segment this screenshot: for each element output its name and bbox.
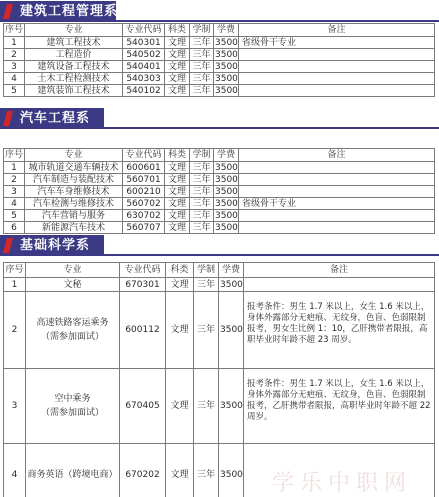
cell-note: 省级骨干专业	[239, 198, 435, 210]
table-row	[4, 85, 435, 97]
cell-note	[239, 162, 435, 174]
section-header	[0, 1, 439, 22]
section-automotive	[0, 108, 439, 233]
table-header-row	[4, 24, 435, 37]
cell-fee: 3500	[215, 49, 238, 60]
cell-major: 建筑装饰工程技术	[25, 85, 123, 97]
header-category: 科类	[166, 263, 194, 278]
section-marker-icon	[3, 238, 13, 253]
section-header-rule	[104, 127, 439, 129]
cell-category: 文理	[166, 444, 194, 497]
cell-seq: 4	[4, 73, 25, 85]
cell-fee: 3500	[215, 73, 238, 84]
cell-duration: 三年	[194, 278, 219, 292]
section-title: 汽车工程系	[20, 111, 91, 126]
cell-seq: 3	[4, 61, 25, 73]
cell-major: 建筑设备工程技术	[25, 61, 123, 73]
cell-category: 文理	[166, 369, 194, 444]
table-row	[4, 222, 435, 234]
cell-seq: 1	[4, 278, 26, 292]
cell-code: 560702	[123, 198, 165, 210]
cell-code: 540301	[123, 37, 165, 49]
cell-seq: 2	[4, 292, 26, 369]
cell-fee: 3500	[215, 61, 238, 72]
cell-note	[239, 61, 435, 73]
cell-code: 600601	[123, 162, 165, 174]
cell-major: 汽车制造与装配技术	[25, 174, 123, 186]
table-row	[4, 186, 435, 198]
cell-note	[239, 222, 435, 234]
cell-fee: 3500	[220, 279, 243, 290]
cell-duration: 三年	[190, 37, 214, 49]
header-fee: 学费	[214, 149, 239, 162]
cell-code: 560707	[123, 222, 165, 234]
cell-major: 土木工程检测技术	[25, 73, 123, 85]
header-code: 专业代码	[123, 24, 165, 37]
cell-code: 670301	[120, 278, 166, 292]
cell-duration: 三年	[190, 198, 214, 210]
cell-code: 600112	[120, 292, 166, 369]
cell-major: 商务英语（跨境电商）	[26, 444, 120, 497]
cell-category: 文理	[165, 73, 190, 85]
cell-category: 文理	[166, 278, 194, 292]
cell-seq: 1	[4, 162, 25, 174]
header-major: 专业	[25, 149, 123, 162]
cell-note: 省级骨干专业	[239, 37, 435, 49]
header-major: 专业	[25, 24, 123, 37]
cell-seq: 2	[4, 49, 25, 61]
cell-seq: 5	[4, 210, 25, 222]
cell-note: 报考条件：男生 1.7 米以上，女生 1.6 米以上，身体外露部分无疤痕、无纹身，色盲、色弱限制报考，男女生比例 1：10，乙肝携带者限报，高职毕业时年龄不超 23 周岁。	[244, 292, 435, 369]
cell-note	[239, 210, 435, 222]
cell-fee: 3500	[215, 222, 238, 233]
cell-code: 560701	[123, 174, 165, 186]
major-interview-note: （需参加面试）	[40, 408, 104, 418]
table-row	[4, 73, 435, 85]
cell-note	[239, 49, 435, 61]
header-seq: 序号	[5, 150, 24, 160]
section-marker-icon	[3, 4, 13, 19]
cell-seq: 2	[4, 174, 25, 186]
cell-major: 汽车车身维修技术	[25, 186, 123, 198]
cell-category: 文理	[165, 162, 190, 174]
cell-duration: 三年	[190, 186, 214, 198]
table-header-row	[4, 263, 435, 278]
cell-fee: 3500	[215, 37, 238, 48]
table-row	[4, 369, 435, 444]
header-fee: 学费	[214, 24, 239, 37]
header-code: 专业代码	[123, 149, 165, 162]
cell-duration: 三年	[190, 162, 214, 174]
cell-fee: 3500	[215, 162, 238, 173]
cell-code: 540102	[123, 85, 165, 97]
cell-seq: 5	[4, 85, 25, 97]
watermark: 学乐中职网	[272, 471, 413, 496]
table-row	[4, 198, 435, 210]
cell-seq: 1	[4, 37, 25, 49]
cell-fee: 3500	[215, 198, 238, 209]
cell-code: 630702	[123, 210, 165, 222]
cell-category: 文理	[165, 61, 190, 73]
majors-table	[3, 23, 435, 97]
cell-note	[239, 174, 435, 186]
cell-duration: 三年	[194, 369, 219, 444]
section-construction	[0, 1, 439, 96]
cell-major	[26, 292, 120, 369]
cell-major: 汽车营销与服务	[25, 210, 123, 222]
section-title: 基础科学系	[20, 238, 91, 253]
cell-category: 文理	[165, 210, 190, 222]
section-header-bar	[0, 108, 104, 129]
cell-major: 建筑工程技术	[25, 37, 123, 49]
cell-code: 540303	[123, 73, 165, 85]
major-name: 高速铁路客运乘务	[36, 318, 109, 328]
major-interview-note: （需参加面试）	[40, 332, 104, 342]
section-header-bar	[0, 1, 119, 22]
major-name: 空中乘务	[54, 394, 91, 404]
header-duration: 学制	[190, 149, 214, 162]
cell-fee: 3500	[219, 292, 244, 369]
cell-seq: 3	[4, 369, 26, 444]
cell-note	[239, 85, 435, 97]
cell-fee: 3500	[219, 444, 244, 497]
cell-seq: 3	[4, 186, 25, 198]
cell-seq: 6	[4, 222, 25, 234]
cell-category: 文理	[165, 198, 190, 210]
header-note: 备注	[239, 149, 435, 162]
section-header-bar	[0, 235, 104, 256]
majors-table	[3, 262, 435, 497]
cell-category: 文理	[165, 85, 190, 97]
cell-category: 文理	[165, 222, 190, 234]
cell-major: 新能源汽车技术	[25, 222, 123, 234]
cell-fee: 3500	[215, 210, 238, 221]
cell-duration: 三年	[190, 85, 214, 97]
majors-table	[3, 148, 435, 234]
cell-duration: 三年	[190, 73, 214, 85]
table-row	[4, 162, 435, 174]
header-duration: 学制	[190, 24, 214, 37]
header-fee: 学费	[219, 263, 244, 278]
cell-major: 文秘	[26, 278, 120, 292]
cell-code: 540401	[123, 61, 165, 73]
cell-major: 城市轨道交通车辆技术	[25, 162, 123, 174]
section-header	[0, 235, 439, 256]
cell-major	[26, 369, 120, 444]
cell-fee: 3500	[215, 85, 238, 96]
cell-major: 工程造价	[25, 49, 123, 61]
cell-note	[244, 278, 435, 292]
header-duration: 学制	[194, 263, 219, 278]
cell-code: 670202	[120, 444, 166, 497]
table-row	[4, 174, 435, 186]
cell-note	[239, 73, 435, 85]
cell-note	[239, 186, 435, 198]
cell-code: 670405	[120, 369, 166, 444]
header-seq: 序号	[4, 263, 26, 278]
section-basic-science	[0, 235, 439, 480]
cell-category: 文理	[165, 37, 190, 49]
cell-fee: 3500	[215, 174, 238, 185]
table-row	[4, 278, 435, 292]
cell-note: 报考条件：男生 1.7 米以上，女生 1.6 米以上，身体外露部分无疤痕、无纹身，色盲、色弱限制报考，乙肝携带者限报，高职毕业时年龄不超 22 周岁。	[244, 369, 435, 444]
cell-duration: 三年	[190, 49, 214, 61]
cell-category: 文理	[166, 292, 194, 369]
header-note: 备注	[244, 263, 435, 278]
cell-duration: 三年	[194, 292, 219, 369]
cell-category: 文理	[165, 186, 190, 198]
cell-fee: 3500	[215, 186, 238, 197]
header-category: 科类	[165, 24, 190, 37]
header-note: 备注	[239, 24, 435, 37]
table-row	[4, 49, 435, 61]
cell-code: 600210	[123, 186, 165, 198]
table-row	[4, 37, 435, 49]
cell-seq: 4	[4, 444, 26, 497]
cell-fee: 3500	[219, 369, 244, 444]
section-header	[0, 108, 439, 129]
section-header-rule	[104, 254, 439, 256]
header-code: 专业代码	[120, 263, 166, 278]
table-row	[4, 210, 435, 222]
cell-duration: 三年	[190, 174, 214, 186]
section-marker-icon	[3, 111, 13, 126]
section-header-rule	[116, 20, 439, 22]
cell-category: 文理	[165, 49, 190, 61]
header-seq: 序号	[5, 25, 24, 35]
table-header-row	[4, 149, 435, 162]
cell-duration: 三年	[190, 222, 214, 234]
header-category: 科类	[165, 149, 190, 162]
table-row	[4, 292, 435, 369]
cell-code: 540502	[123, 49, 165, 61]
cell-duration: 三年	[190, 61, 214, 73]
header-major: 专业	[26, 263, 120, 278]
cell-major: 汽车检测与维修技术	[25, 198, 123, 210]
table-row	[4, 61, 435, 73]
section-title: 建筑工程管理系	[20, 4, 119, 19]
cell-category: 文理	[165, 174, 190, 186]
cell-duration: 三年	[190, 210, 214, 222]
cell-duration: 三年	[194, 444, 219, 497]
cell-seq: 4	[4, 198, 25, 210]
